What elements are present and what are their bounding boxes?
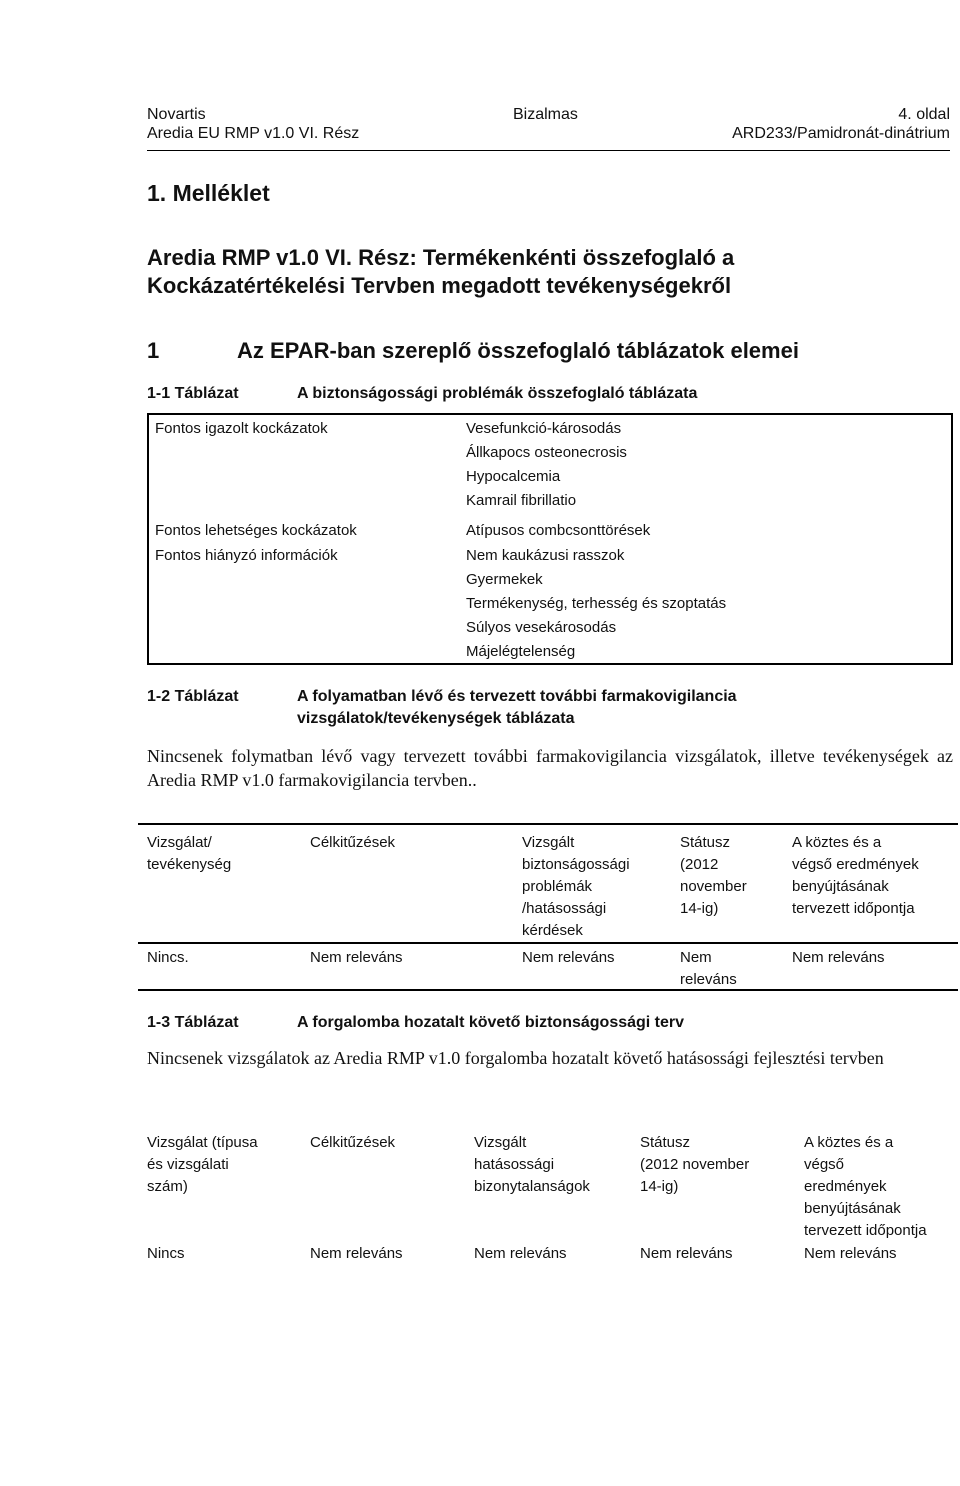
table3-label: 1-3 Táblázat — [147, 1014, 239, 1031]
table1-item: Nem kaukázusi rasszok — [466, 547, 625, 564]
table2-note: Nincsenek folymatban lévő vagy tervezett további farmakovigilancia vizsgálatok, illetve tevékenységek az Aredia RMP v1.0 farmakovigilancia tervben.. — [147, 746, 953, 790]
table2-header-cell: Vizsgálat/ tevékenység — [147, 834, 232, 873]
annex-heading: 1. Melléklet — [147, 180, 270, 206]
section-title: Az EPAR-ban szereplő összefoglaló táblázatok elemei — [237, 338, 799, 363]
table2-header-cell: A köztes és a végső eredmények benyújtásának tervezett időpontja — [792, 834, 919, 917]
table2-cell: Nincs. — [147, 949, 189, 966]
header-page: 4. oldal — [898, 106, 950, 123]
table2-top-rule — [138, 823, 958, 825]
table2-cell: Nem releváns — [792, 949, 885, 966]
section-number: 1 — [147, 338, 160, 363]
table3-header-cell: Státusz (2012 november 14-ig) — [640, 1134, 750, 1195]
table1-item: Hypocalcemia — [466, 468, 561, 485]
table1-item: Gyermekek — [466, 571, 543, 588]
table3-caption: A forgalomba hozatalt követő biztonságossági terv — [297, 1014, 685, 1031]
table3-header-cell: Vizsgálat (típusa és vizsgálati szám) — [147, 1134, 258, 1195]
table3-cell: Nem releváns — [474, 1245, 567, 1262]
table2-label: 1-2 Táblázat — [147, 688, 239, 705]
table1-item: Vesefunkció-károsodás — [466, 420, 622, 437]
header-confidentiality: Bizalmas — [513, 106, 578, 123]
header-doc: Aredia EU RMP v1.0 VI. Rész — [147, 125, 360, 142]
table3-header-cell: A köztes és a végső eredmények benyújtásának tervezett időpontja — [804, 1134, 927, 1239]
table1-row-label: Fontos lehetséges kockázatok — [155, 522, 357, 539]
header-product: ARD233/Pamidronát-dinátrium — [732, 125, 950, 142]
table3-header-cell: Célkitűzések — [310, 1134, 396, 1151]
table2-cell: Nem releváns — [522, 949, 615, 966]
table1-item: Májelégtelenség — [466, 643, 576, 660]
table1-item: Súlyos vesekárosodás — [466, 619, 617, 636]
table3-cell: Nem releváns — [640, 1245, 733, 1262]
title-line2: Kockázatértékelési Tervben megadott tevékenységekről — [147, 273, 732, 298]
table2-cell: Nem releváns — [310, 949, 403, 966]
table2-header-cell: Célkitűzések — [310, 834, 396, 851]
header-divider — [147, 150, 950, 151]
title-line1: Aredia RMP v1.0 VI. Rész: Termékenkénti összefoglaló a — [147, 245, 735, 270]
table1-item: Atípusos combcsonttörések — [466, 522, 651, 539]
table3-cell: Nem releváns — [804, 1245, 897, 1262]
table2-caption-line2: vizsgálatok/tevékenységek táblázata — [297, 710, 575, 727]
table2-header-rule — [138, 942, 958, 944]
table2-header-cell: Vizsgált biztonságossági problémák /hatásossági kérdések — [522, 834, 630, 939]
table1-caption: A biztonságossági problémák összefoglaló táblázata — [297, 385, 698, 402]
table2-cell: Nem releváns — [680, 949, 737, 988]
table1-row-label: Fontos hiányzó információk — [155, 547, 338, 564]
table2-bottom-rule — [138, 989, 958, 991]
table1-item: Termékenység, terhesség és szoptatás — [466, 595, 727, 612]
table3-note: Nincsenek vizsgálatok az Aredia RMP v1.0 forgalomba hozatalt követő hatásossági fejlesztési tervben — [147, 1048, 884, 1068]
table1-item: Állkapocs osteonecrosis — [466, 444, 627, 461]
table1-item: Kamrail fibrillatio — [466, 492, 577, 509]
table3-cell: Nem releváns — [310, 1245, 403, 1262]
table1-row-label: Fontos igazolt kockázatok — [155, 420, 328, 437]
table2-header-cell: Státusz (2012 november 14-ig) — [680, 834, 747, 917]
table2-caption-line1: A folyamatban lévő és tervezett további farmakovigilancia — [297, 688, 737, 705]
table3-header-cell: Vizsgált hatásossági bizonytalanságok — [474, 1134, 590, 1195]
table3-cell: Nincs — [147, 1245, 185, 1262]
table1-label: 1-1 Táblázat — [147, 385, 239, 402]
header-company: Novartis — [147, 106, 206, 123]
